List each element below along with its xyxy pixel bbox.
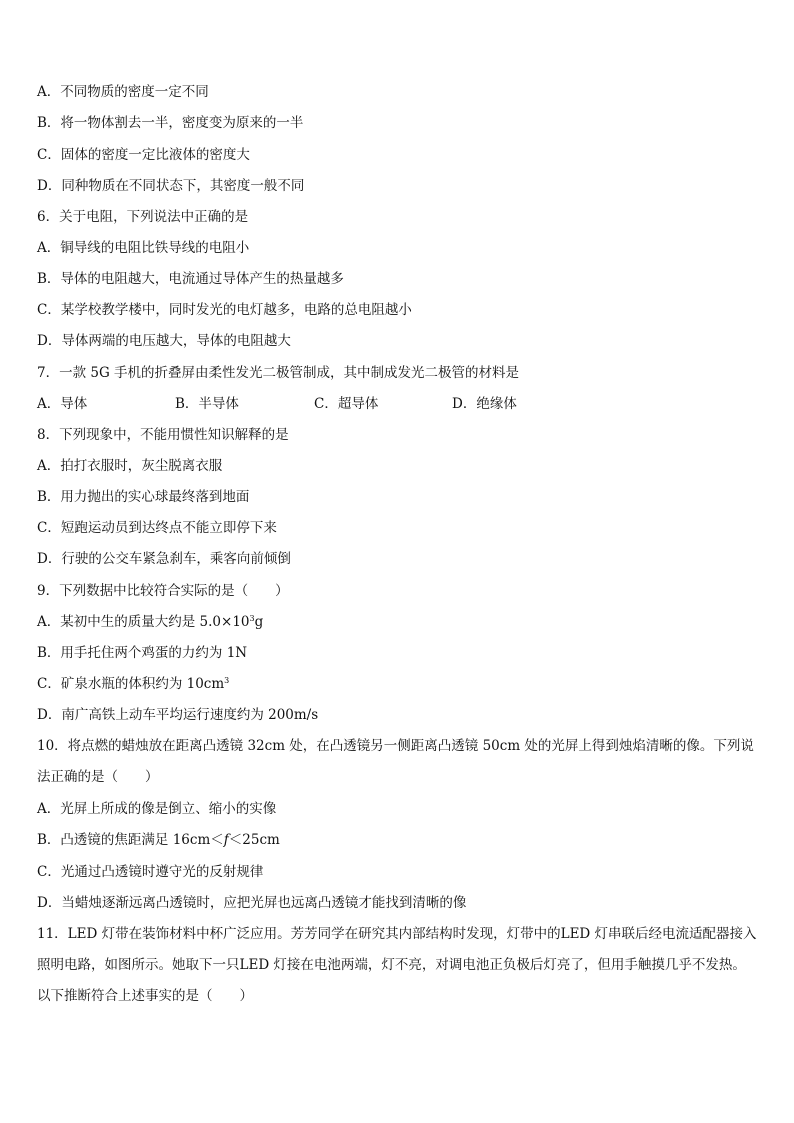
q8-option-c: C．短跑运动员到达终点不能立即停下来 [37, 520, 277, 536]
q10-option-d: D．当蜡烛逐渐远离凸透镜时，应把光屏也远离凸透镜才能找到清晰的像 [37, 895, 467, 911]
q8-option-d: D．行驶的公交车紧急刹车，乘客向前倾倒 [37, 551, 291, 567]
q5-option-d: D．同种物质在不同状态下，其密度一般不同 [37, 178, 305, 194]
q10-option-a: A．光屏上所成的像是倒立、缩小的实像 [37, 801, 277, 817]
q9-option-d: D．南广高铁上动车平均运行速度约为 200m/s [37, 707, 319, 723]
q7-option-a: A．导体 [37, 396, 88, 412]
q5-option-b: B．将一物体割去一半，密度变为原来的一半 [37, 115, 304, 131]
q6-stem: 6．关于电阻，下列说法中正确的是 [37, 209, 249, 225]
q9-stem: 9．下列数据中比较符合实际的是（ ） [37, 583, 289, 599]
q7-option-c: C．超导体 [314, 396, 379, 412]
q8-stem: 8．下列现象中，不能用惯性知识解释的是 [37, 427, 289, 443]
q6-option-c: C．某学校教学楼中，同时发光的电灯越多，电路的总电阻越小 [37, 302, 412, 318]
q9-option-a-unit: g [254, 614, 264, 630]
q7-stem: 7．一款 5G 手机的折叠屏由柔性发光二极管制成，其中制成发光二极管的材料是 [37, 365, 520, 381]
q10-option-b-text: B．凸透镜的焦距满足 16cm＜ [37, 832, 224, 848]
q8-option-b: B．用力抛出的实心球最终落到地面 [37, 489, 250, 505]
q7-options [37, 394, 759, 414]
q9-option-c-exponent: 3 [224, 676, 230, 685]
q9-option-b: B．用手托住两个鸡蛋的力约为 1N [37, 645, 248, 661]
q9-option-a-text: A．某初中生的质量大约是 5.0×10 [37, 614, 250, 630]
q10-option-c: C．光通过凸透镜时遵守光的反射规律 [37, 864, 264, 880]
q6-option-d: D．导体两端的电压越大，导体的电阻越大 [37, 333, 291, 349]
q9-option-a [37, 612, 263, 632]
q6-option-a: A．铜导线的电阻比铁导线的电阻小 [37, 240, 250, 256]
q7-option-d: D．绝缘体 [452, 396, 517, 412]
q11-stem: 11．LED 灯带在装饰材料中杯广泛应用。芳芳同学在研究其内部结构时发现，灯带中的LED 灯串联后经电流适配器接入照明电路，如图所示。她取下一只LED 灯接在电池两端，灯不亮，对调电池正负极后灯亮了，但用手触摸几乎不发热。以下推断符合上述事实的是（ ） [37, 926, 757, 1004]
q5-option-a: A．不同物质的密度一定不同 [37, 84, 209, 100]
q9-option-c-text: C．矿泉水瓶的体积约为 10cm [37, 676, 225, 692]
q10-stem: 10．将点燃的蜡烛放在距离凸透镜 32cm 处，在凸透镜另一侧距离凸透镜 50cm 处的光屏上得到烛焰清晰的像。下列说法正确的是（ ） [37, 738, 754, 785]
q5-option-c: C．固体的密度一定比液体的密度大 [37, 147, 250, 163]
q8-option-a: A．拍打衣服时，灰尘脱离衣服 [37, 458, 223, 474]
q9-option-c [37, 674, 229, 694]
q6-option-b: B．导体的电阻越大，电流通过导体产生的热量越多 [37, 271, 344, 287]
q7-option-b: B．半导体 [175, 396, 239, 412]
q9-option-a-exponent: 3 [249, 614, 255, 623]
q10-option-b-variable: f [223, 832, 229, 848]
q10-option-b [37, 830, 280, 850]
q10-option-b-tail: ＜25cm [228, 832, 280, 848]
